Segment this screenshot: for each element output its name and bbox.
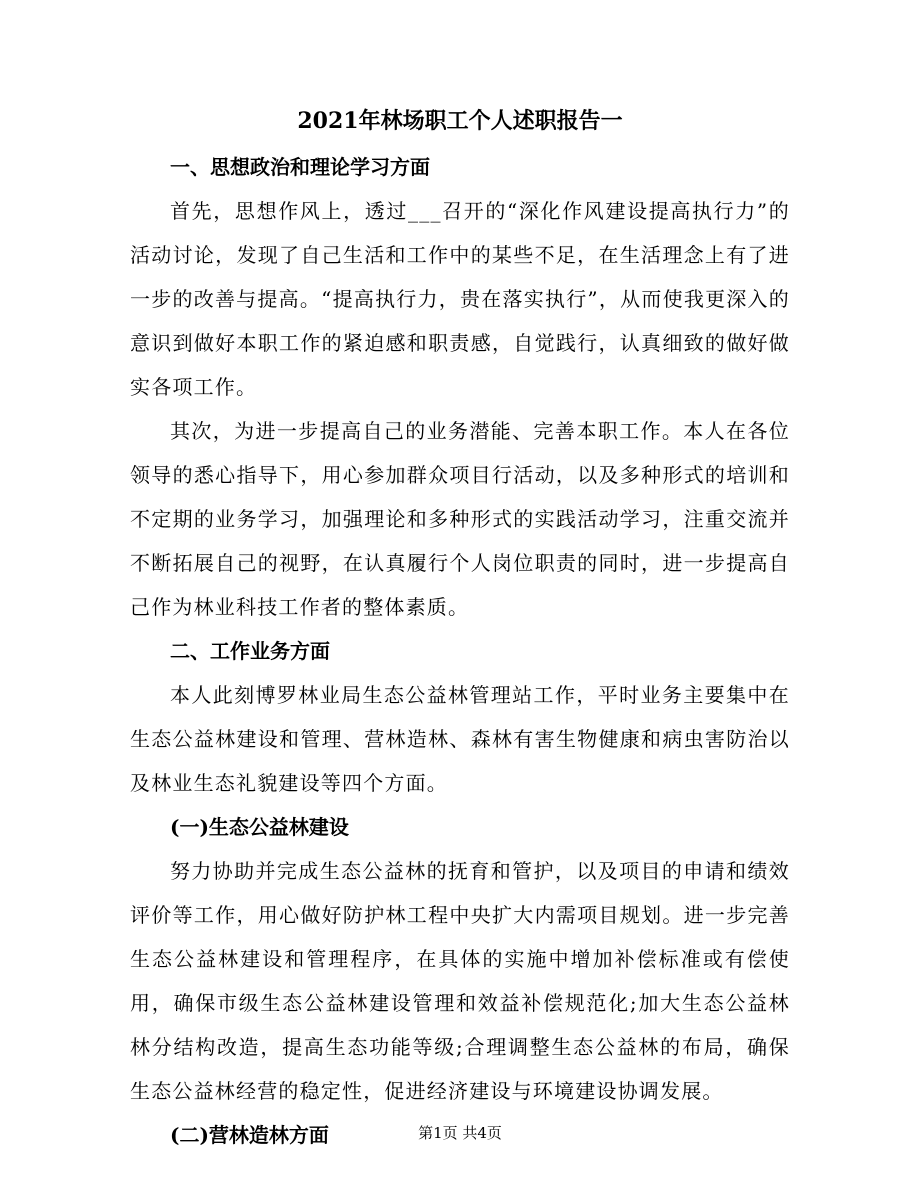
paragraph-3: 本人此刻博罗林业局生态公益林管理站工作，平时业务主要集中在生态公益林建设和管理、营林造林、森林有害生物健康和病虫害防治以及林业生态礼貌建设等四个方面。 (130, 683, 790, 795)
document-body (130, 145, 790, 1157)
paragraph-2: 其次，为进一步提高自己的业务潜能、完善本职工作。本人在各位领导的悉心指导下，用心参加群众项目行活动，以及多种形式的培训和不定期的业务学习，加强理论和多种形式的实践活动学习，注重交流并不断拓展自己的视野，在认真履行个人岗位职责的同时，进一步提高自己作为林业科技工作者的整体素质。 (130, 419, 790, 619)
page-footer: 第1页 共4页 (418, 1124, 502, 1142)
subsection-heading-1: (一)生态公益林建设 (170, 815, 349, 839)
section-heading-2: 二、工作业务方面 (170, 639, 330, 663)
paragraph-1: 首先，思想作风上，透过___召开的“深化作风建设提高执行力”的活动讨论，发现了自己生活和工作中的某些不足，在生活理念上有了进一步的改善与提高。“提高执行力，贵在落实执行”，从而使我更深入的意识到做好本职工作的紧迫感和职责感，自觉践行，认真细致的做好做实各项工作。 (130, 199, 790, 399)
paragraph-4: 努力协助并完成生态公益林的抚育和管护，以及项目的申请和绩效评价等工作，用心做好防护林工程中央扩大内需项目规划。进一步完善生态公益林建设和管理程序，在具体的实施中增加补偿标准或有偿使用，确保市级生态公益林建设管理和效益补偿规范化;加大生态公益林林分结构改造，提高生态功能等级;合理调整生态公益林的布局，确保生态公益林经营的稳定性，促进经济建设与环境建设协调发展。 (130, 859, 790, 1103)
subsection-heading-2: (二)营林造林方面 (170, 1123, 329, 1147)
document-title: 2021年林场职工个人述职报告一 (297, 108, 623, 134)
section-heading-1: 一、思想政治和理论学习方面 (170, 155, 430, 179)
